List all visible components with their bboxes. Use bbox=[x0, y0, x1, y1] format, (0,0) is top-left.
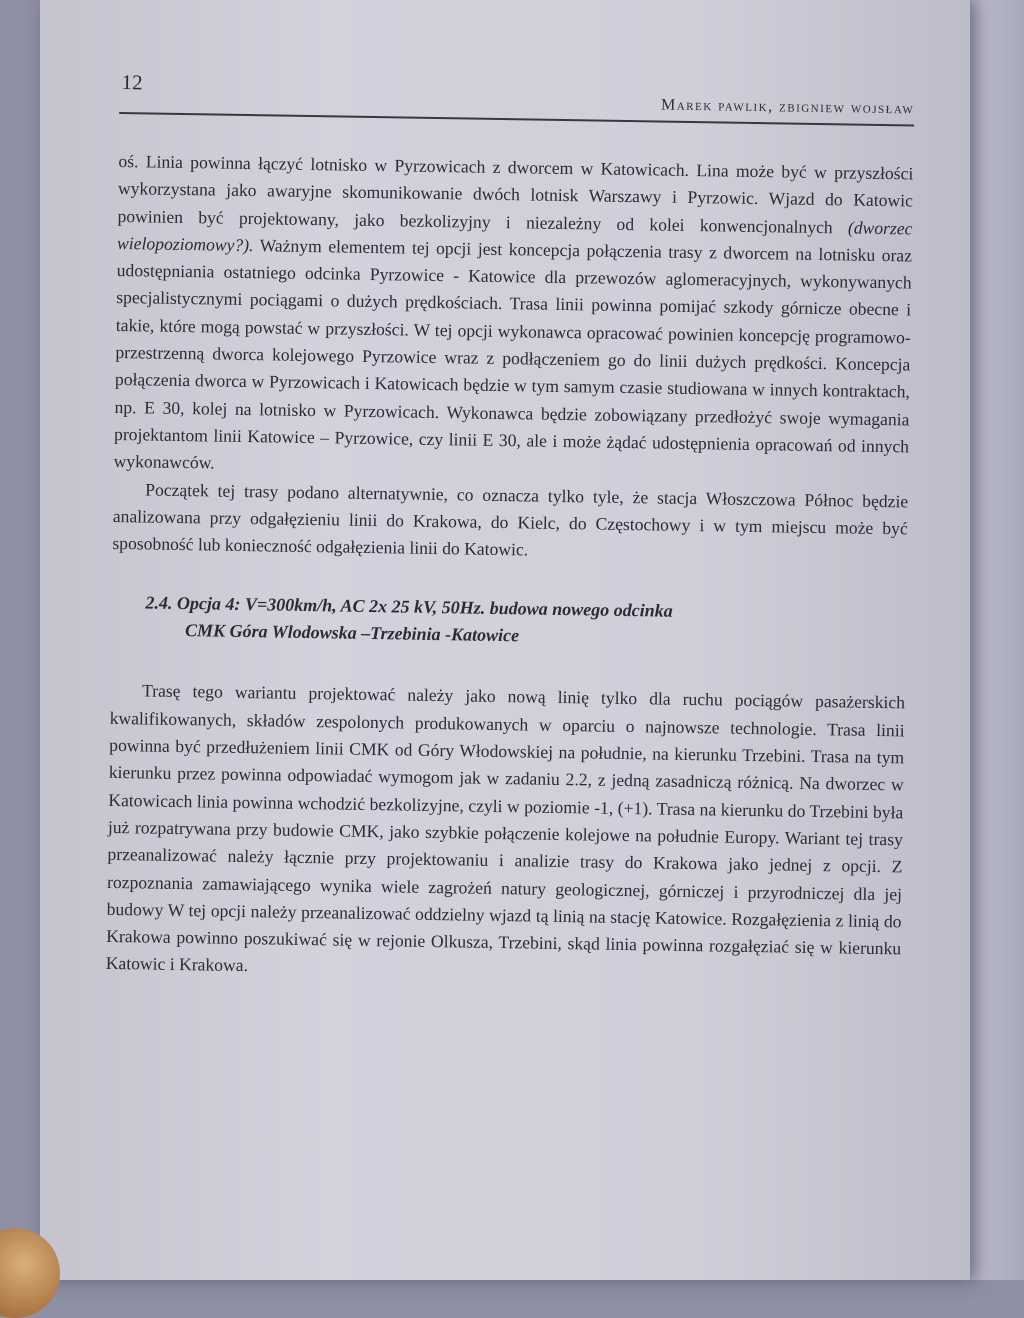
paragraph-3: Trasę tego wariantu projektować należy jako nową linię tylko dla ruchu pociągów pasażerskich kwalifikowanych, składów zespolonych produkowanych w oparciu o najnowsze technologie. Trasa linii powinna być przedłużeniem linii CMK od Góry Włodowskiej na południe, na kierunku Trzebini. Trasa na tym kierunku przez powinna odpowiadać wymogom jak w zadaniu 2.2, z jedną zasadniczą różnicą. Na dworzec w Katowicach linia powinna wchodzić bezkolizyjne, czyli w poziomie -1, (+1). Trasa na kierunku do Trzebini była już rozpatrywana przy budowie CMK, jako szybkie połączenie kolejowe na południe Europy. Wariant tej trasy przeanalizować należy łącznie przy projektowaniu i analizie trasy do Krakowa jako jednej z opcji. Z rozpoznania zamawiającego wynika wiele zagrożeń natury geologicznej, górniczej i przyrodniczej dla jej budowy W tej opcji należy przeanalizować oddzielny wjazd tą linią na stację Katowice. Rozgałęzienia z linią do Krakowa powinno poszukiwać się w rejonie Olkusza, Trzebini, skąd linia powinna rozgałęziać się w kierunku Katowic i Krakowa. bbox=[105, 680, 906, 976]
page-header bbox=[119, 60, 915, 128]
page-number: 12 bbox=[121, 70, 143, 95]
paragraph-1 bbox=[113, 148, 913, 488]
paragraph-1-italic: (dworzec wielopoziomowy?). bbox=[116, 217, 913, 256]
running-head: Marek pawlik, zbigniew wojsław bbox=[660, 96, 915, 118]
section-heading bbox=[145, 590, 907, 656]
page-content bbox=[106, 60, 915, 990]
paragraph-1-text-b: Ważnym elementem tej opcji jest koncepcja połączenia trasy z dworcem na lotnisku oraz udostępniania ostatniego odcinka Pyrzowice - Katowice dla przewozów aglomeracyjnych, wykonywanych specjalistycznymi pociągami o dużych prędkościach. Trasa linii powinna pomijać szkody górnicze obecne i takie, które mogą powstać w przyszłości. W tej opcji wykonawca opracować powinien koncepcję programowo-przestrzenną dworca kolejowego Pyrzowice wraz z podłączeniem go do linii dużych prędkości. Koncepcja połączenia dworca w Pyrzowicach i Katowicach będzie w tym samym czasie studiowana w innych kontraktach, np. E 30, kolej na lotnisko w Pyrzowicach. Wykonawca będzie zobowiązany przedłożyć swoje wymagania projektantom linii Katowice – Pyrzowice, czy linii E 30, ale i może żądać udostępnienia opracowań od innych wykonawców. bbox=[113, 235, 913, 473]
paragraph-1-text-a: oś. Linia powinna łączyć lotnisko w Pyrzowicach z dworcem w Katowicach. Lina może być w przyszłości wykorzystana jako awaryjne skomunikowanie dwóch lotnisk Warszawy i Pyrzowic. Wjazd do Katowic powinien być projektowany, jako bezkolizyjny i niezależny od kolei konwencjonalnych bbox=[117, 150, 914, 238]
section-heading-line-1: 2.4. Opcja 4: V=300km/h, AC 2x 25 kV, 50Hz. budowa nowego odcinka bbox=[145, 592, 673, 622]
paragraph-2: Początek tej trasy podano alternatywnie, co oznacza tylko tyle, że stacja Włoszczowa Północ będzie analizowana przy odgałęzieniu linii do Krakowa, do Kielc, do Częstochowy i w tym miejscu może być sposobność lub konieczność odgałęzienia linii do Katowic. bbox=[112, 479, 909, 560]
section-heading-line-2: CMK Góra Wlodowska –Trzebinia -Katowice bbox=[184, 620, 520, 646]
